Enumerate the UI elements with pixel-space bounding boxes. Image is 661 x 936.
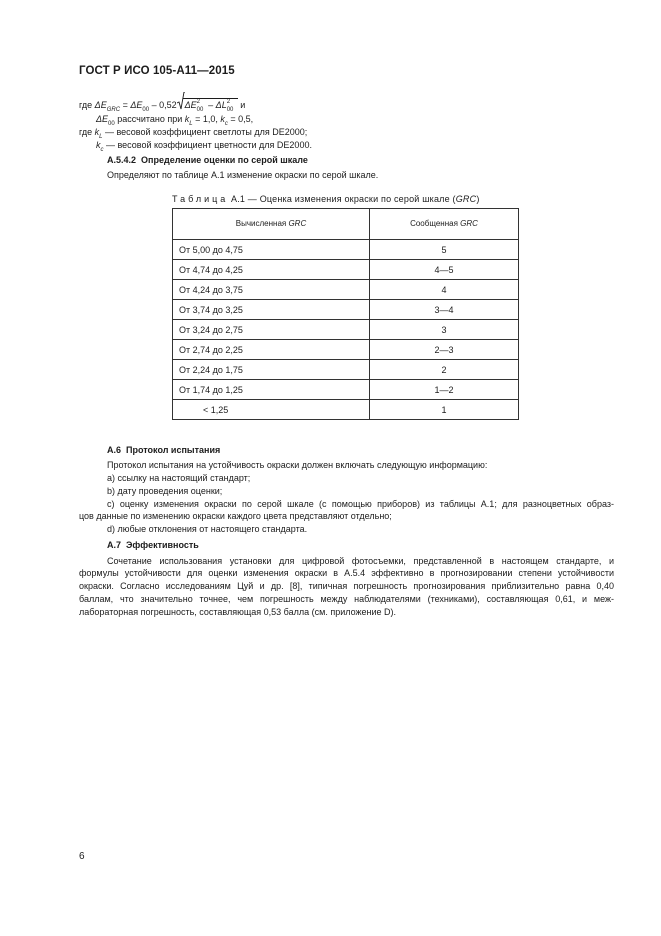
section-title: Определение оценки по серой шкале — [141, 155, 308, 165]
caption-close: ) — [476, 194, 480, 204]
section-title: Эффективность — [126, 540, 199, 550]
table-cell: 3—4 — [370, 300, 519, 320]
table-header-row — [173, 209, 519, 240]
a6-item-c-line2: цов данные по изменению окраски каждого цвета представляют отдельно; — [79, 511, 392, 521]
calc-prefix: ΔE — [96, 114, 109, 124]
formula-term1: ΔE — [130, 100, 143, 110]
definition-kc — [96, 139, 312, 153]
table-cell: 1 — [370, 400, 519, 420]
section-a542-heading — [107, 154, 308, 166]
table-cell: 4—5 — [370, 260, 519, 280]
formula-eq: = — [122, 100, 128, 110]
table-cell: От 4,74 до 4,25 — [173, 260, 370, 280]
table-cell: 4 — [370, 280, 519, 300]
table-cell: 2 — [370, 360, 519, 380]
col-header-reported: Сообщенная GRC — [370, 209, 519, 240]
a7-line: лабораторная погрешность, составляющая 0,53 балла (см. приложение D). — [79, 607, 397, 617]
table-cell: 1—2 — [370, 380, 519, 400]
table-row — [173, 240, 519, 260]
col-header-calculated: Вычисленная GRC — [173, 209, 370, 240]
formula-sqrt — [177, 98, 238, 111]
table-cell: От 2,74 до 2,25 — [173, 340, 370, 360]
table-cell: 5 — [370, 240, 519, 260]
a7-line: баллам, что значительно точнее, чем погрешность между наблюдателями (техниками), составляющая 0,61, и меж- — [79, 594, 614, 604]
table-row — [173, 400, 519, 420]
grc-table — [172, 208, 519, 420]
a6-item-d: d) любые отклонения от настоящего стандарта. — [107, 524, 308, 534]
kc-sub: c — [224, 121, 228, 127]
definition-kl — [79, 126, 307, 140]
table-row — [173, 340, 519, 360]
page-number: 6 — [79, 851, 85, 862]
kc-value: = 0,5, — [227, 114, 254, 124]
table-cell: 2—3 — [370, 340, 519, 360]
formula-and: и — [240, 100, 246, 110]
document-header: ГОСТ Р ИСО 105-A11—2015 — [79, 65, 235, 77]
caption-rest: А.1 — Оценка изменения окраски по серой шкале ( — [228, 194, 456, 204]
a7-line: окраски. Согласно исследованиям Цуй и др. [8], типичная погрешность прогнозирования приблизительно равна 0,40 — [79, 581, 614, 591]
section-number: А.7 — [107, 540, 122, 550]
section-a6-heading — [107, 444, 220, 456]
caption-abbr: GRC — [455, 194, 477, 204]
table-caption — [172, 193, 480, 205]
formula-rad-minus: – ΔL — [205, 100, 227, 110]
table-row — [173, 320, 519, 340]
table-cell: От 1,74 до 1,25 — [173, 380, 370, 400]
def-kc-sub: c — [100, 147, 104, 153]
table-row — [173, 300, 519, 320]
formula-line — [79, 98, 245, 113]
formula-rad-a-sup: 2 — [196, 99, 200, 105]
kl-value: = 1,0, — [192, 114, 221, 124]
a6-item-a: a) ссылку на настоящий стандарт; — [107, 473, 251, 483]
formula-rad-b-sup: 2 — [226, 99, 231, 105]
table-cell: От 4,24 до 3,75 — [173, 280, 370, 300]
a7-line: формулы устойчивости для оценки изменения окраски в А.5.4 эффективно в прогнозировании степени устойчивости — [79, 568, 614, 578]
a6-item-b: b) дату проведения оценки; — [107, 486, 223, 496]
formula-condition — [96, 113, 253, 127]
section-a7-heading — [107, 539, 199, 551]
table-row — [173, 260, 519, 280]
def-kc-symbol: k — [96, 140, 101, 150]
where2: где — [79, 127, 93, 137]
table-cell: От 5,00 до 4,75 — [173, 240, 370, 260]
kl-sub: L — [189, 121, 193, 127]
a6-item-c-line1: c) оценку изменения окраски по серой шкале (с помощью приборов) из таблицы А.1; для разноцветных образ- — [107, 499, 614, 509]
table-cell: От 3,74 до 3,25 — [173, 300, 370, 320]
calc-sub: 00 — [108, 121, 115, 127]
a6-intro: Протокол испытания на устойчивость окраски должен включать следующую информацию: — [107, 460, 488, 470]
table-cell: От 3,24 до 2,75 — [173, 320, 370, 340]
table-cell: < 1,25 — [173, 400, 370, 420]
formula-where: где — [79, 100, 93, 110]
table-row — [173, 380, 519, 400]
def-kl-symbol: k — [94, 127, 100, 137]
kc-symbol: k — [220, 114, 225, 124]
section-title: Протокол испытания — [126, 445, 221, 455]
table-cell: 3 — [370, 320, 519, 340]
section-number: А.6 — [107, 445, 122, 455]
section-number: А.5.4.2 — [107, 155, 137, 165]
formula-term1-sub: 00 — [142, 107, 150, 113]
formula-lhs: ΔE — [94, 100, 107, 110]
caption-word: Таблица — [172, 194, 229, 204]
formula-rad-b-sub: 00 — [226, 107, 234, 113]
def-kl-sub: L — [99, 134, 103, 140]
kl-symbol: k — [184, 114, 190, 124]
calc-text: рассчитано при — [114, 114, 185, 124]
table-row — [173, 360, 519, 380]
formula-rad-a: ΔE — [184, 100, 197, 110]
formula-minus-coef: – 0,52 — [149, 100, 177, 110]
def-kl-text: — весовой коэффициент светлоты для DE2000; — [102, 127, 308, 137]
radical-icon — [177, 92, 185, 110]
table-row — [173, 280, 519, 300]
section-a542-text: Определяют по таблице А.1 изменение окраски по серой шкале. — [107, 170, 379, 180]
table-cell: От 2,24 до 1,75 — [173, 360, 370, 380]
formula-rad-a-sub: 00 — [196, 107, 204, 113]
def-kc-text: — весовой коэффициент цветности для DE2000. — [103, 140, 312, 150]
a7-line: Сочетание использования установки для цифровой фотосъемки, представленной в настоящем стандарте, и — [107, 556, 614, 566]
formula-lhs-sub: GRC — [106, 107, 121, 113]
